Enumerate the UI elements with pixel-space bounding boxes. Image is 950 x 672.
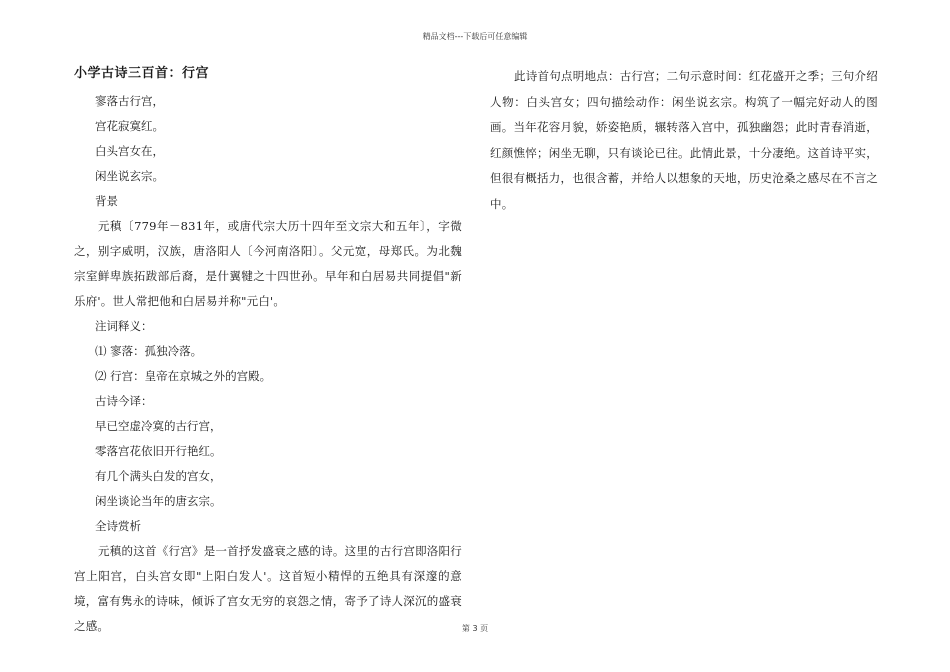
page-title: 小学古诗三百首：行宫	[74, 66, 210, 81]
poem-line: 闲坐说玄宗。	[95, 169, 164, 183]
translation-heading: 古诗今译：	[95, 394, 153, 408]
note-item: ⑴ 寥落：孤独冷落。	[95, 344, 203, 358]
background-paragraph: 元稹〔779年－831年，或唐代宗大历十四年至文宗大和五年〕，字微之，别字威明，汉族，唐洛阳人〔今河南洛阳〕。父元宽，母郑氏。为北魏宗室鲜卑族拓跋部后裔，是什翼犍之十四世孙。早年和白居易共同提倡"新乐府'。世人常把他和白居易并称"元白'。	[74, 219, 462, 308]
appreciation-paragraph: 元稹的这首《行宫》是一首抒发盛衰之感的诗。这里的古行宫即洛阳行宫上阳宫，白头宫女即"上阳白发人'。这首短小精悍的五绝具有深邃的意境，富有隽永的诗味，倾诉了宫女无穷的哀怨之情，寄予了诗人深沉的盛衰之感。	[74, 544, 462, 633]
appreciation-heading: 全诗赏析	[95, 519, 141, 533]
left-column	[74, 64, 462, 639]
translation-line: 闲坐谈论当年的唐玄宗。	[95, 494, 222, 508]
translation-line: 有几个满头白发的宫女，	[95, 469, 222, 483]
header-watermark: 精品文档---下载后可任意编辑	[422, 32, 528, 41]
page-number: 第 3 页	[461, 624, 489, 633]
translation-line: 零落宫花依旧开行艳红。	[95, 444, 222, 458]
poem-line: 宫花寂寞红。	[95, 119, 164, 133]
poem-line: 寥落古行宫，	[95, 94, 164, 108]
note-item: ⑵ 行宫：皇帝在京城之外的宫殿。	[95, 369, 272, 383]
translation-line: 早已空虚冷寞的古行宫，	[95, 419, 222, 433]
notes-heading: 注词释义：	[95, 319, 153, 333]
background-heading: 背景	[95, 194, 118, 208]
poem-line: 白头宫女在，	[95, 144, 164, 158]
analysis-paragraph: 此诗首句点明地点：古行宫；二句示意时间：红花盛开之季；三句介绍人物：白头宫女；四句描绘动作：闲坐说玄宗。构筑了一幅完好动人的图画。当年花容月貌，娇姿艳质，辗转落入宫中，孤独幽怨；此时青春消逝，红颜憔悴；闲坐无聊，只有谈论已往。此情此景，十分凄绝。这首诗平实，但很有概括力，也很含蓄，并给人以想象的天地，历史沧桑之感尽在不言之中。	[490, 69, 878, 211]
right-column	[490, 64, 878, 217]
